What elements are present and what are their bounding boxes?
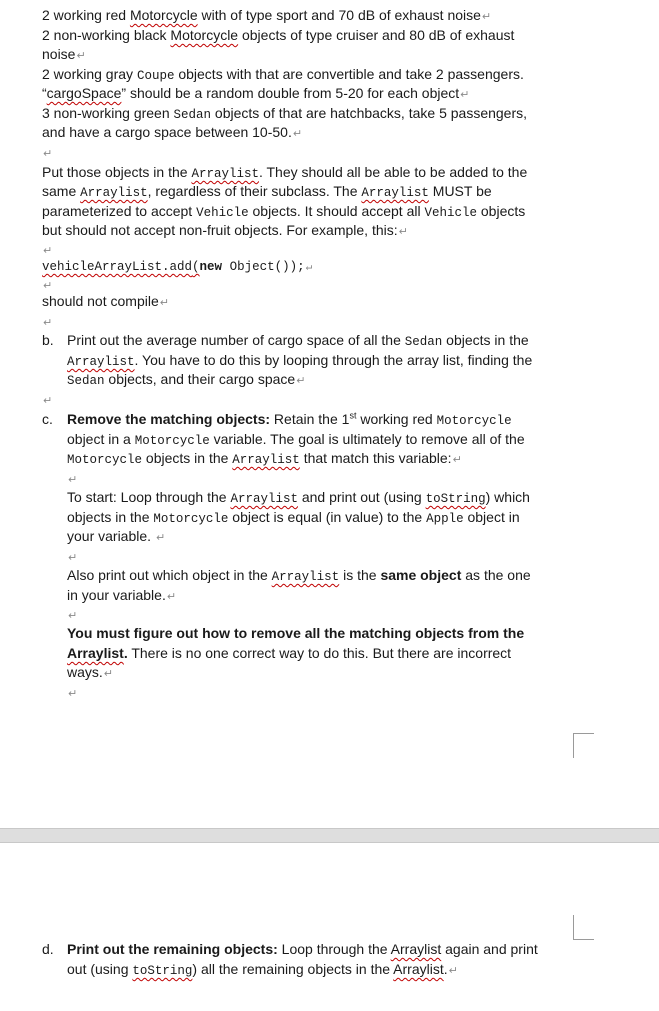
text-line: in your variable.↵	[67, 587, 177, 603]
empty-paragraph	[67, 605, 77, 624]
paragraph-mark: ↵	[296, 375, 306, 387]
paragraph-mark: ↵	[43, 395, 53, 407]
text-line: Remove the matching objects: Retain the 1st working red Motorcycle	[67, 410, 512, 428]
text-line: To start: Loop through the Arraylist and print out (using toString) which	[67, 489, 530, 506]
paragraph-mark: ↵	[481, 11, 492, 23]
text-line: out (using toString) all the remaining objects in the Arraylist.↵	[67, 961, 458, 978]
text-line: but should not accept non-fruit objects. For example, this:↵	[42, 222, 408, 238]
text-line: object in a Motorcycle variable. The goal is ultimately to remove all of the	[67, 431, 525, 448]
text-line: should not compile↵	[42, 293, 169, 309]
paragraph-mark: ↵	[305, 262, 313, 274]
text-line: Sedan objects, and their cargo space↵	[67, 371, 306, 388]
crop-mark	[573, 733, 594, 758]
paragraph-mark: ↵	[460, 89, 470, 101]
empty-paragraph	[67, 683, 77, 702]
paragraph-mark: ↵	[68, 688, 78, 700]
text-line: Put those objects in the Arraylist. They should all be able to be added to the	[42, 164, 528, 181]
text-line: You must figure out how to remove all the matching objects from the	[67, 625, 525, 641]
paragraph-mark: ↵	[103, 668, 114, 680]
document-page-2	[0, 843, 659, 1011]
text-line: 2 non-working black Motorcycle objects of type cruiser and 80 dB of exhaust	[42, 27, 515, 43]
empty-paragraph	[42, 143, 52, 162]
text-line: Print out the average number of cargo space of all the Sedan objects in the	[67, 332, 529, 349]
text-line: noise↵	[42, 46, 86, 62]
text-line: Print out the remaining objects: Loop through the Arraylist again and print	[67, 941, 538, 957]
paragraph-mark: ↵	[398, 226, 408, 238]
text-line: Motorcycle objects in the Arraylist that match this variable:↵	[67, 450, 462, 467]
text-line: 2 working gray Coupe objects with that are convertible and take 2 passengers.	[42, 66, 524, 83]
list-label-b: b.	[42, 332, 54, 348]
paragraph-mark: ↵	[155, 532, 166, 544]
paragraph-mark: ↵	[43, 280, 53, 292]
text-line: and have a cargo space between 10-50.↵	[42, 124, 303, 140]
text-line: your variable. ↵	[67, 528, 166, 544]
empty-paragraph	[42, 390, 52, 409]
empty-paragraph	[42, 240, 52, 259]
paragraph-mark: ↵	[452, 454, 462, 466]
text-line: same Arraylist, regardless of their subclass. The Arraylist MUST be	[42, 183, 492, 200]
page-break-gap	[0, 828, 659, 843]
code-line: vehicleArrayList.add(new Object());↵	[42, 260, 313, 274]
empty-paragraph	[67, 547, 77, 566]
text-line: “cargoSpace” should be a random double from 5-20 for each object↵	[42, 85, 470, 101]
paragraph-mark: ↵	[43, 245, 53, 257]
paragraph-mark: ↵	[68, 610, 78, 622]
paragraph-mark: ↵	[448, 965, 458, 977]
paragraph-mark: ↵	[68, 474, 78, 486]
paragraph-mark: ↵	[166, 591, 177, 603]
list-label-c: c.	[42, 411, 53, 427]
paragraph-mark: ↵	[68, 552, 78, 564]
paragraph-mark: ↵	[292, 128, 303, 140]
crop-mark	[573, 915, 594, 940]
empty-paragraph	[42, 312, 52, 331]
text-line: Arraylist. There is no one correct way to do this. But there are incorrect	[67, 645, 512, 661]
text-line: Arraylist. You have to do this by looping through the array list, finding the	[67, 352, 533, 369]
text-line: Also print out which object in the Arraylist is the same object as the one	[67, 567, 531, 584]
list-label-d: d.	[42, 941, 54, 957]
text-line: 2 working red Motorcycle with of type sport and 70 dB of exhaust noise↵	[42, 7, 492, 23]
text-line: ways.↵	[67, 664, 114, 680]
paragraph-mark: ↵	[43, 148, 53, 160]
text-line: objects in the Motorcycle object is equal (in value) to the Apple object in	[67, 509, 520, 526]
paragraph-mark: ↵	[159, 297, 169, 309]
text-line: 3 non-working green Sedan objects of that are hatchbacks, take 5 passengers,	[42, 105, 528, 122]
paragraph-mark: ↵	[43, 317, 53, 329]
text-line: parameterized to accept Vehicle objects. It should accept all Vehicle objects	[42, 203, 526, 220]
paragraph-mark: ↵	[76, 50, 86, 62]
empty-paragraph	[67, 469, 77, 488]
